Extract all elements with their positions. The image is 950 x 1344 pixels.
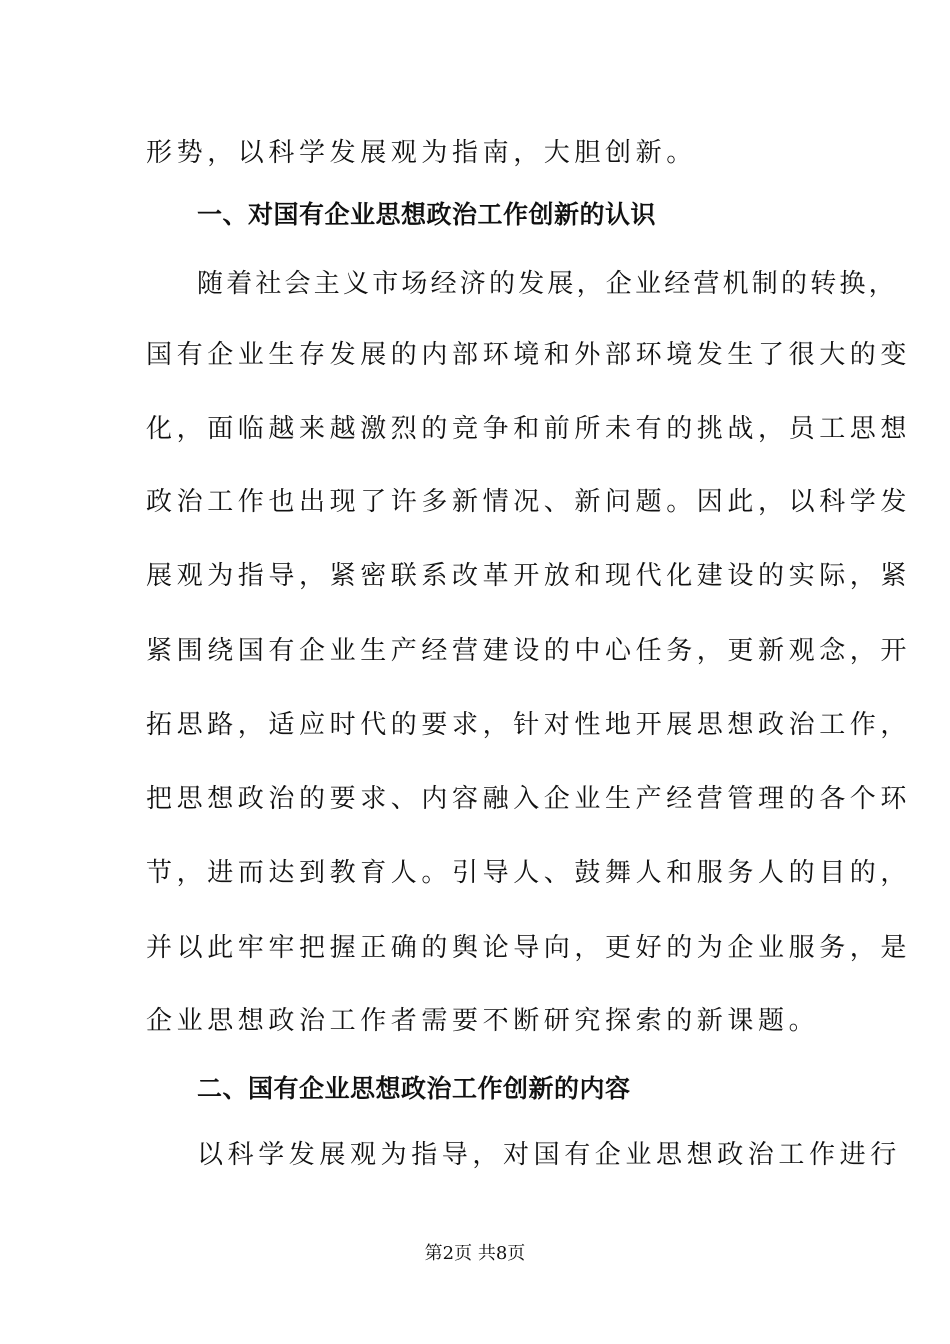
paragraph-line: 展观为指导，紧密联系改革开放和现代化建设的实际，紧 <box>146 561 912 591</box>
paragraph-line: 随着社会主义市场经济的发展，企业经营机制的转换， <box>197 269 898 299</box>
page-number-footer: 第2页 共8页 <box>424 1243 526 1264</box>
paragraph-line: 节，进而达到教育人。引导人、鼓舞人和服务人的目的， <box>146 858 912 888</box>
paragraph-line: 企业思想政治工作者需要不断研究探索的新课题。 <box>146 1006 820 1036</box>
section-heading-1: 一、对国有企业思想政治工作创新的认识 <box>197 200 657 229</box>
paragraph-line: 以科学发展观为指导，对国有企业思想政治工作进行 <box>197 1140 901 1170</box>
paragraph-line: 把思想政治的要求、内容融入企业生产经营管理的各个环 <box>146 784 912 814</box>
paragraph-line: 并以此牢牢把握正确的舆论导向，更好的为企业服务，是 <box>146 933 912 963</box>
paragraph-line: 紧围绕国有企业生产经营建设的中心任务，更新观念，开 <box>146 636 912 666</box>
paragraph-line: 国有企业生存发展的内部环境和外部环境发生了很大的变 <box>146 340 912 370</box>
paragraph-line: 政治工作也出现了许多新情况、新问题。因此，以科学发 <box>146 487 912 517</box>
paragraph-line: 拓思路，适应时代的要求，针对性地开展思想政治工作， <box>146 710 912 740</box>
paragraph-line: 化，面临越来越激烈的竞争和前所未有的挑战，员工思想 <box>146 414 912 444</box>
paragraph-line: 形势，以科学发展观为指南，大胆创新。 <box>146 138 697 168</box>
section-heading-2: 二、国有企业思想政治工作创新的内容 <box>197 1074 631 1103</box>
